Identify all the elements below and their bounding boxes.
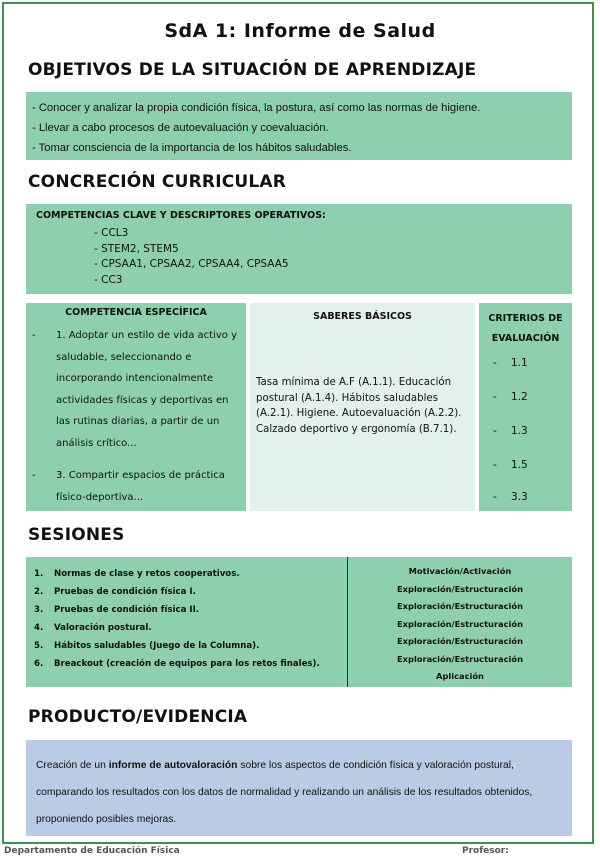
sesion-item: 1. Normas de clase y retos cooperativos. — [34, 569, 240, 579]
producto-highlight: informe de autovaloración — [108, 760, 238, 771]
sesiones-list-panel — [26, 557, 348, 687]
competencias-box — [26, 204, 572, 294]
objetivos-box — [26, 92, 572, 160]
producto-text: Creación de un — [36, 760, 109, 771]
fase-label: Exploración/Estructuración — [396, 653, 523, 664]
competencia-especifica-column — [26, 303, 246, 511]
criterio-item: - 1.2 — [493, 391, 528, 403]
criterio-item: - 1.1 — [493, 357, 528, 369]
saberes-basicos-text: Tasa mínima de A.F (A.1.1). Educación postural (A.1.4). Hábitos saludables (A.2.1). Higiene. Autoevaluación (A.2.2). Calzado deportivo y ergonomía (B.7.1). — [256, 377, 462, 435]
sesion-item: 5. Hábitos saludables (Juego de la Columna). — [34, 641, 260, 651]
fase-label: Motivación/Activación — [408, 566, 512, 576]
producto-heading: PRODUCTO/EVIDENCIA — [28, 707, 248, 727]
fase-label: Exploración/Estructuración — [396, 636, 523, 646]
document-title: SdA 1: Informe de Salud — [164, 20, 436, 42]
department-footer: Departamento de Educación Física — [4, 846, 180, 856]
sesion-item: 4. Valoración postural. — [34, 623, 152, 633]
fase-label: Exploración/Estructuración — [396, 618, 523, 629]
criterio-item: - 3.3 — [493, 491, 528, 503]
criterios-column — [479, 303, 572, 511]
competencia-item: - CCL3 — [94, 227, 129, 239]
competencias-title: COMPETENCIAS CLAVE Y DESCRIPTORES OPERATIVOS: — [36, 210, 326, 221]
fase-label: Aplicación — [436, 671, 484, 681]
criterio-item: - 1.5 — [493, 459, 528, 471]
objetivo-item: - Conocer y analizar la propia condición física, la postura, así como las normas de higiene. — [32, 102, 481, 114]
producto-text-rest: sobre los aspectos de condición física y valoración postural, comparando los resultados con los datos de normalidad y realizando un análisis de los resultados obtenidos, proponiendo posibles mejoras. — [36, 760, 533, 825]
competencia-especifica-item: - 1. Adoptar un estilo de vida activo y saludable, seleccionando e incorporando intencionalmente actividades físicas y deportivas en las rutinas diarias, a partir de un análisis crítico... — [32, 330, 238, 449]
sesiones-box — [26, 557, 572, 687]
fase-label: Exploración/Estructuración — [396, 583, 523, 594]
sesion-item: 6. Breackout (creación de equipos para los retos finales). — [34, 659, 320, 669]
objetivo-item: - Tomar consciencia de la importancia de los hábitos saludables. — [32, 142, 352, 154]
competencia-item: - STEM2, STEM5 — [94, 242, 179, 255]
competencia-item: - CC3 — [94, 273, 123, 286]
objetivos-heading: OBJETIVOS DE LA SITUACIÓN DE APRENDIZAJE — [28, 60, 477, 80]
saberes-basicos-column — [250, 303, 475, 511]
criterio-item: - 1.3 — [493, 425, 528, 437]
competencia-item: - CPSAA1, CPSAA2, CPSAA4, CPSAA5 — [94, 258, 289, 270]
criterios-title: CRITERIOS DE EVALUACIÓN — [488, 313, 563, 344]
saberes-basicos-title: SABERES BÁSICOS — [313, 311, 412, 322]
profesor-footer: Profesor: — [462, 846, 509, 856]
fase-label: Exploración/Estructuración — [396, 601, 523, 611]
concrecion-heading: CONCRECIÓN CURRICULAR — [28, 172, 287, 192]
sesion-item: 3. Pruebas de condición física II. — [34, 605, 200, 615]
fases-panel — [348, 563, 572, 686]
competencia-especifica-item: - 3. Compartir espacios de práctica físico-deportiva... — [32, 470, 225, 503]
competencia-especifica-title: COMPETENCIA ESPECÍFICA — [65, 307, 207, 318]
sesion-item: 2. Pruebas de condición física I. — [34, 587, 196, 597]
objetivo-item: - Llevar a cabo procesos de autoevaluación y coevaluación. — [32, 122, 329, 134]
sesiones-heading: SESIONES — [28, 525, 125, 545]
producto-box — [26, 740, 572, 836]
